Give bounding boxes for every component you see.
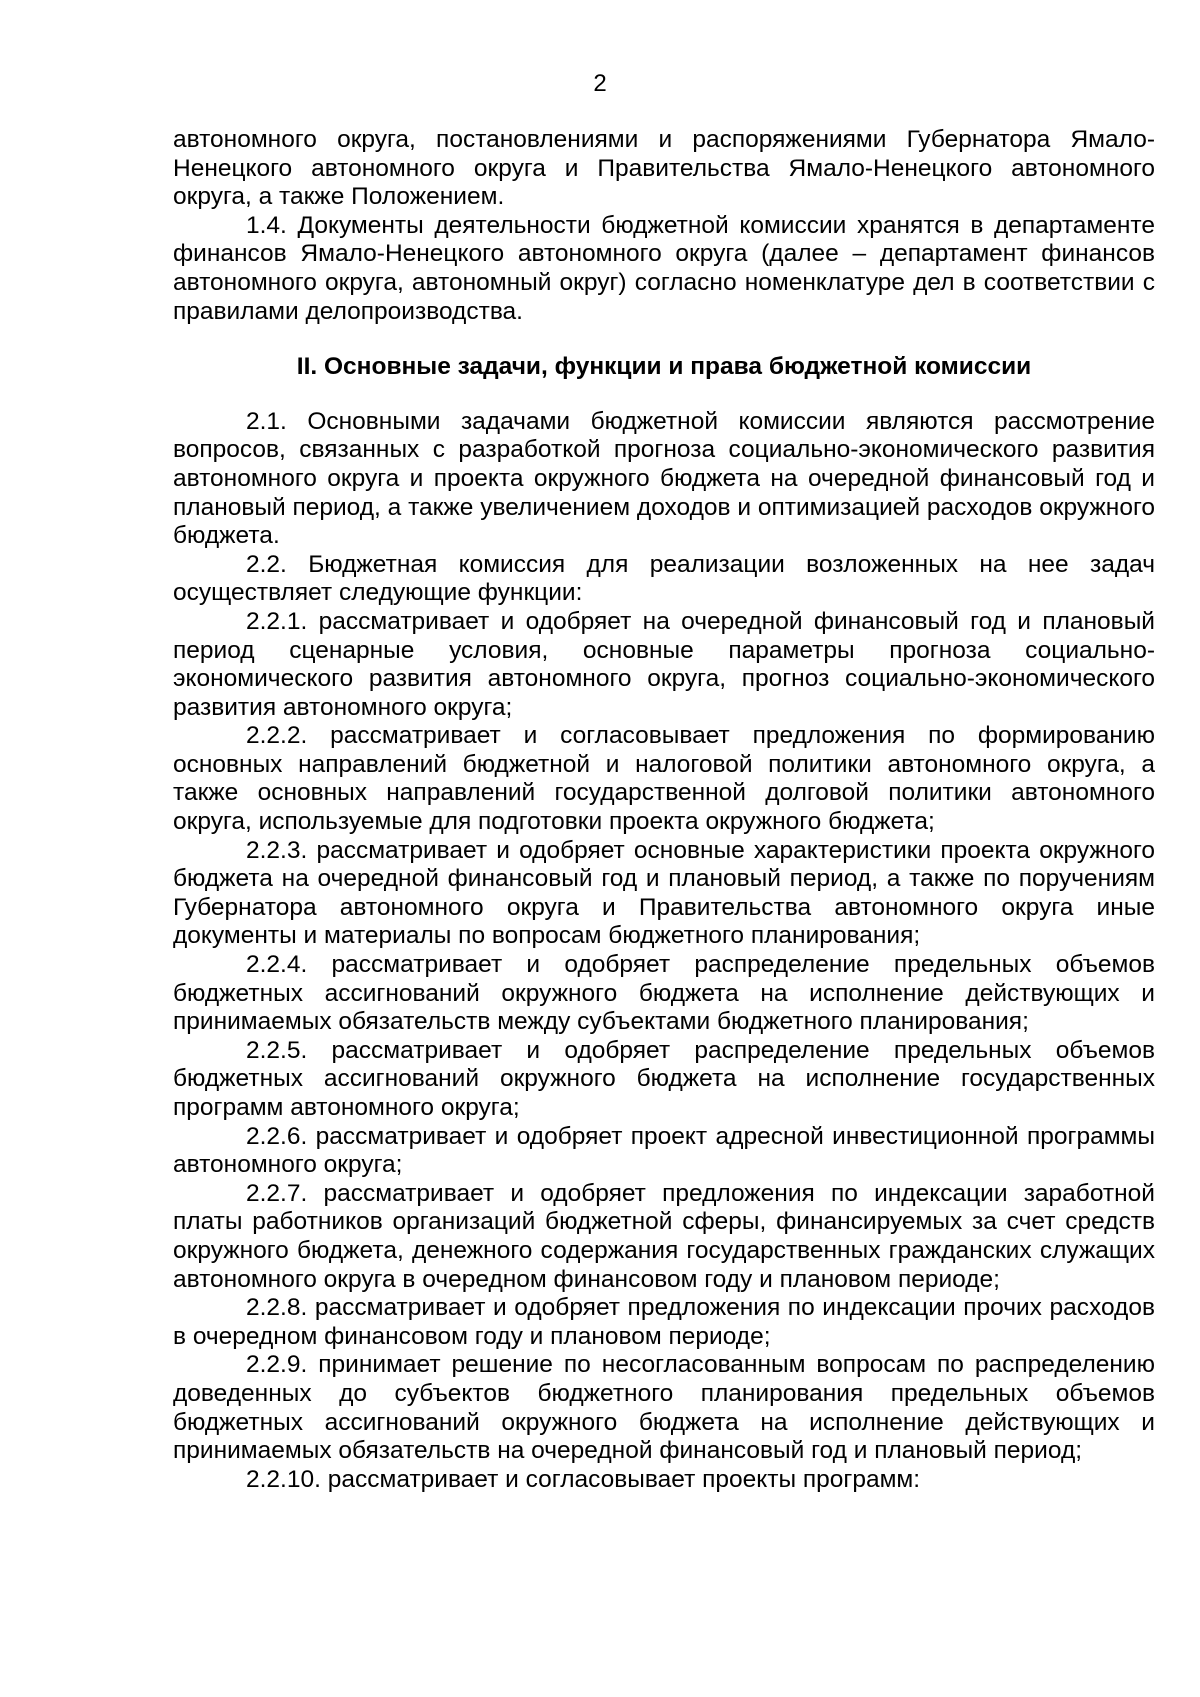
paragraph-2-2-4: 2.2.4. рассматривает и одобряет распределение предельных объемов бюджетных ассигнований окружного бюджета на исполнение действующих и принимаемых обязательств между субъектами бюджетного планирования; (173, 951, 1155, 1036)
paragraph-2-2: 2.2. Бюджетная комиссия для реализации возложенных на нее задач осуществляет следующие функции: (173, 550, 1155, 607)
paragraph-2-2-9: 2.2.9. принимает решение по несогласованным вопросам по распределению доведенных до субъектов бюджетного планирования предельных объемов бюджетных ассигнований окружного бюджета на исполнение действующих и принимаемых обязательств на очередной финансовый год и плановый период; (173, 1351, 1155, 1465)
paragraph-2-2-5: 2.2.5. рассматривает и одобряет распределение предельных объемов бюджетных ассигнований окружного бюджета на исполнение государственных программ автономного округа; (173, 1036, 1155, 1121)
paragraph-1-4: 1.4. Документы деятельности бюджетной комиссии хранятся в департаменте финансов Ямало-Ненецкого автономного округа (далее – департамент финансов автономного округа, автономный округ) согласно номенклатуре дел в соответствии с правилами делопроизводства. (173, 211, 1155, 325)
paragraph-2-2-2: 2.2.2. рассматривает и согласовывает предложения по формированию основных направлений бюджетной и налоговой политики автономного округа, а также основных направлений государственной долговой политики автономного округа, используемые для подготовки проекта окружного бюджета; (173, 722, 1155, 836)
paragraph: автономного округа, постановлениями и распоряжениями Губернатора Ямало-Ненецкого автономного округа и Правительства Ямало-Ненецкого автономного округа, а также Положением. (173, 126, 1155, 211)
paragraph-2-2-7: 2.2.7. рассматривает и одобряет предложения по индексации заработной платы работников организаций бюджетной сферы, финансируемых за счет средств окружного бюджета, денежного содержания государственных гражданских служащих автономного округа в очередном финансовом году и плановом периоде; (173, 1179, 1155, 1293)
paragraph-2-2-8: 2.2.8. рассматривает и одобряет предложения по индексации прочих расходов в очередном финансовом году и плановом периоде; (173, 1294, 1155, 1350)
document-body (173, 126, 1155, 1494)
paragraph-2-2-6: 2.2.6. рассматривает и одобряет проект адресной инвестиционной программы автономного округа; (173, 1122, 1155, 1179)
paragraph-2-2-10: 2.2.10. рассматривает и согласовывает проекты программ: (246, 1465, 921, 1493)
paragraph-2-2-1: 2.2.1. рассматривает и одобряет на очередной финансовый год и плановый период сценарные условия, основные параметры прогноза социально-экономического развития автономного округа, прогноз социально-экономического развития автономного округа; (173, 607, 1155, 721)
paragraph-2-1: 2.1. Основными задачами бюджетной комиссии являются рассмотрение вопросов, связанных с разработкой прогноза социально-экономического развития автономного округа и проекта окружного бюджета на очередной финансовый год и плановый период, а также увеличением доходов и оптимизацией расходов окружного бюджета. (173, 407, 1155, 550)
paragraph-2-2-3: 2.2.3. рассматривает и одобряет основные характеристики проекта окружного бюджета на очередной финансовый год и плановый период, а также по поручениям Губернатора автономного округа и Правительства автономного округа иные документы и материалы по вопросам бюджетного планирования; (173, 836, 1155, 950)
page-number: 2 (593, 70, 607, 97)
section-heading: II. Основные задачи, функции и права бюджетной комиссии (296, 353, 1032, 381)
